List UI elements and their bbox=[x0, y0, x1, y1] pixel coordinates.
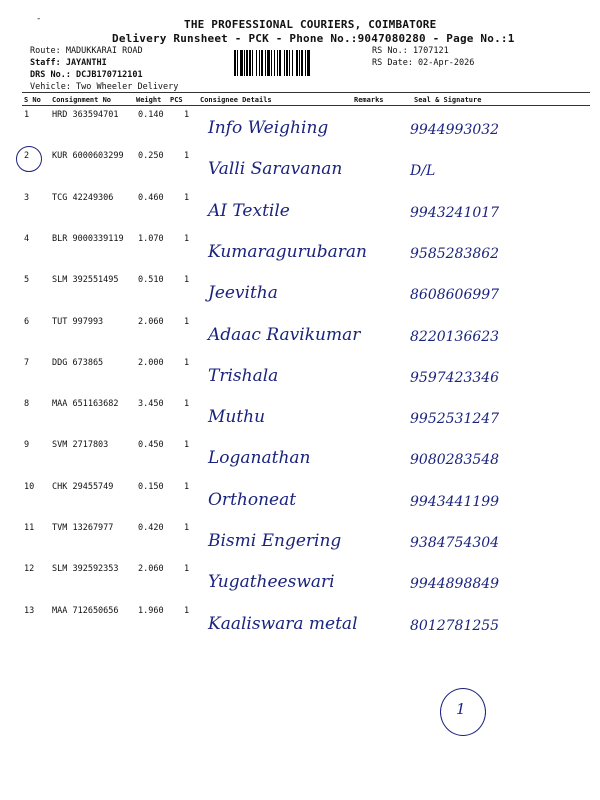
row-consignee-handwritten: Loganathan bbox=[208, 448, 311, 469]
row-seal-signature: 9080283548 bbox=[410, 452, 500, 469]
row-weight: 2.000 bbox=[138, 357, 164, 368]
row-consignment-no: CHK 29455749 bbox=[52, 481, 114, 492]
header-rule-bottom bbox=[22, 105, 590, 106]
row-weight: 3.450 bbox=[138, 399, 164, 410]
row-pcs: 1 bbox=[184, 523, 190, 533]
row-pcs: 1 bbox=[184, 357, 190, 368]
row-sno: 6 bbox=[24, 316, 30, 327]
barcode-bar bbox=[252, 50, 253, 76]
row-sno: 11 bbox=[24, 523, 35, 533]
row-consignee-handwritten: Muthu bbox=[208, 407, 266, 428]
row-seal-signature: 9384754304 bbox=[410, 535, 500, 551]
col-consignment: Consignment No bbox=[52, 96, 112, 104]
barcode-bar bbox=[274, 50, 275, 76]
row-seal-signature: 8608606997 bbox=[410, 287, 500, 304]
row-seal-signature: 9585283862 bbox=[410, 245, 500, 262]
row-weight: 1.960 bbox=[138, 605, 164, 616]
col-sno: S No bbox=[24, 96, 41, 104]
row-pcs: 1 bbox=[184, 399, 190, 410]
barcode-bar bbox=[240, 50, 243, 76]
barcode bbox=[234, 50, 368, 76]
row-pcs: 1 bbox=[184, 564, 190, 575]
row-weight: 0.450 bbox=[138, 440, 164, 451]
row-consignment-no: MAA 651163682 bbox=[52, 399, 119, 410]
barcode-bar bbox=[279, 50, 281, 76]
row-sno: 9 bbox=[24, 440, 30, 451]
row-sno: 10 bbox=[24, 481, 35, 492]
row-seal-signature: 9944898849 bbox=[410, 576, 500, 593]
row-pcs: 1 bbox=[184, 233, 190, 244]
row-pcs: 1 bbox=[184, 316, 190, 327]
barcode-bar bbox=[234, 50, 236, 76]
barcode-bar bbox=[301, 50, 303, 76]
row-consignee-handwritten: AI Textile bbox=[208, 200, 290, 221]
barcode-bar bbox=[284, 50, 285, 76]
barcode-bar bbox=[289, 50, 290, 76]
staff-label: Staff: JAYANTHI bbox=[30, 58, 107, 68]
barcode-bar bbox=[292, 50, 293, 76]
barcode-bar bbox=[299, 50, 300, 76]
row-pcs: 1 bbox=[184, 110, 190, 120]
barcode-bar bbox=[256, 50, 257, 76]
row-pcs: 1 bbox=[184, 481, 190, 492]
row-consignee-handwritten: Info Weighing bbox=[208, 118, 329, 138]
row-consignment-no: BLR 9000339119 bbox=[52, 233, 124, 244]
row-seal-signature: 8012781255 bbox=[410, 617, 500, 634]
row-sno: 2 bbox=[24, 151, 30, 162]
barcode-bar bbox=[244, 50, 245, 76]
vehicle-label: Vehicle: Two Wheeler Delivery bbox=[30, 82, 179, 92]
barcode-bar bbox=[267, 50, 270, 76]
barcode-bar bbox=[307, 50, 310, 76]
company-title: THE PROFESSIONAL COURIERS, COIMBATORE bbox=[184, 18, 437, 31]
row-consignee-handwritten: Adaac Ravikumar bbox=[208, 324, 361, 345]
row-sno: 8 bbox=[24, 399, 30, 410]
row-pcs: 1 bbox=[184, 151, 190, 162]
row-consignment-no: MAA 712650656 bbox=[52, 605, 119, 616]
row-pcs: 1 bbox=[184, 605, 190, 616]
row-sno: 1 bbox=[24, 110, 30, 120]
row-consignment-no: DDG 673865 bbox=[52, 357, 104, 368]
row-consignment-no: SLM 392592353 bbox=[52, 564, 119, 575]
rs-number: RS No.: 1707121 bbox=[372, 46, 449, 56]
row-sno: 5 bbox=[24, 275, 30, 286]
circled-mark-number: 1 bbox=[456, 700, 466, 718]
row-consignment-no: TCG 42249306 bbox=[52, 192, 114, 203]
col-seal: Seal & Signature bbox=[414, 96, 482, 104]
barcode-bar bbox=[261, 50, 263, 76]
barcode-bar bbox=[271, 50, 272, 76]
row-weight: 0.510 bbox=[138, 275, 164, 286]
row-weight: 0.460 bbox=[138, 192, 164, 203]
barcode-bar bbox=[296, 50, 298, 76]
barcode-bar bbox=[249, 50, 251, 76]
drs-label: DRS No.: DCJB170712101 bbox=[30, 70, 143, 80]
row-seal-signature: 9943441199 bbox=[410, 493, 500, 510]
row-weight: 0.140 bbox=[138, 110, 164, 120]
row-weight: 1.070 bbox=[138, 233, 164, 244]
runsheet-subtitle: Delivery Runsheet - PCK - Phone No.:9047080280 - Page No.:1 bbox=[112, 32, 515, 45]
row-weight: 0.250 bbox=[138, 151, 164, 162]
row-seal-signature: 9597423346 bbox=[410, 369, 500, 386]
col-consignee: Consignee Details bbox=[200, 96, 272, 104]
row-seal-signature: 9952531247 bbox=[410, 411, 500, 428]
header-rule-top bbox=[22, 92, 590, 93]
row-consignment-no: SLM 392551495 bbox=[52, 275, 119, 286]
row-consignee-handwritten: Trishala bbox=[208, 365, 279, 386]
barcode-bar bbox=[237, 50, 238, 76]
row-consignee-handwritten: Kaaliswara metal bbox=[208, 613, 358, 634]
row-consignment-no: TUT 997993 bbox=[52, 316, 104, 327]
row-seal-signature: D/L bbox=[410, 163, 436, 180]
barcode-bar bbox=[277, 50, 278, 76]
row-consignee-handwritten: Bismi Engering bbox=[208, 531, 342, 551]
stray-mark: - bbox=[36, 14, 42, 24]
row-seal-signature: 9943241017 bbox=[410, 204, 500, 221]
row-weight: 0.420 bbox=[138, 523, 164, 533]
row-consignee-handwritten: Orthoneat bbox=[208, 489, 297, 510]
barcode-bar bbox=[259, 50, 260, 76]
row-consignee-handwritten: Yugatheeswari bbox=[208, 572, 335, 593]
row-seal-signature: 8220136623 bbox=[410, 328, 500, 345]
row-sno: 7 bbox=[24, 357, 30, 368]
row-pcs: 1 bbox=[184, 192, 190, 203]
row-sno: 3 bbox=[24, 192, 30, 203]
row-consignment-no: SVM 2717803 bbox=[52, 440, 109, 451]
row-consignee-handwritten: Kumaragurubaran bbox=[208, 241, 367, 262]
row-consignee-handwritten: Jeevitha bbox=[208, 283, 278, 304]
barcode-bar bbox=[246, 50, 248, 76]
row-weight: 2.060 bbox=[138, 564, 164, 575]
row-consignment-no: HRD 363594701 bbox=[52, 110, 119, 120]
row-weight: 2.060 bbox=[138, 316, 164, 327]
row-weight: 0.150 bbox=[138, 481, 164, 492]
col-pcs: PCS bbox=[170, 96, 183, 104]
row-seal-signature: 9944993032 bbox=[410, 122, 500, 138]
row-sno: 13 bbox=[24, 605, 35, 616]
row-sno: 4 bbox=[24, 233, 30, 244]
row-sno: 12 bbox=[24, 564, 35, 575]
rs-date: RS Date: 02-Apr-2026 bbox=[372, 58, 475, 68]
col-weight: Weight bbox=[136, 96, 162, 104]
barcode-bar bbox=[286, 50, 288, 76]
col-remarks: Remarks bbox=[354, 96, 384, 104]
barcode-bar bbox=[305, 50, 306, 76]
row-pcs: 1 bbox=[184, 275, 190, 286]
row-consignment-no: KUR 6000603299 bbox=[52, 151, 124, 162]
barcode-bar bbox=[265, 50, 266, 76]
row-2-circle-mark bbox=[16, 146, 42, 172]
row-pcs: 1 bbox=[184, 440, 190, 451]
row-consignee-handwritten: Valli Saravanan bbox=[208, 159, 343, 180]
route-label: Route: MADUKKARAI ROAD bbox=[30, 46, 143, 56]
row-consignment-no: TVM 13267977 bbox=[52, 523, 114, 533]
